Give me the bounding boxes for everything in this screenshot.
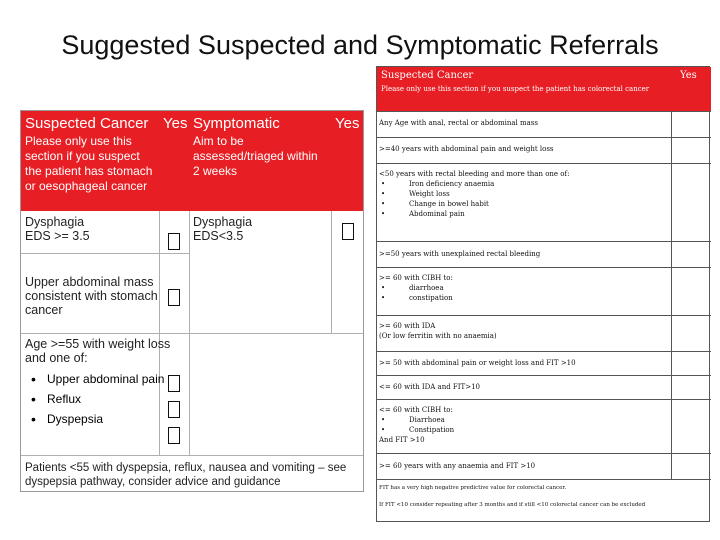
suspected-cancer-subtitle: Please only use this section if you suspect the patient has stomach or oesophageal cancer xyxy=(25,134,153,193)
yes-header-1: Yes xyxy=(159,111,189,211)
upper-gi-referral-form xyxy=(20,110,364,492)
checkbox-dyspepsia[interactable] xyxy=(168,427,180,444)
symptomatic-subtitle: Aim to be assessed/triaged within 2 weeks xyxy=(193,134,318,178)
colorectal-yes-header: Yes xyxy=(671,67,711,111)
colorectal-row: Any Age with anal, rectal or abdominal mass xyxy=(377,111,711,137)
list-item: • Upper abdominal pain xyxy=(25,369,164,389)
list-item: • Abdominal pain xyxy=(381,209,569,219)
list-item: • diarrhoea xyxy=(381,283,453,293)
suspected-cancer-header xyxy=(21,111,159,211)
colorectal-header xyxy=(377,67,671,111)
colorectal-row: <= 60 with CIBH to: • Diarrhoea • Constipation And FIT >10 xyxy=(377,399,711,453)
colorectal-row: >= 60 with IDA (Or low ferritin with no anaemia) xyxy=(377,315,711,351)
checkbox-upper-abdominal-pain[interactable] xyxy=(168,375,180,392)
colorectal-row: >=50 years with unexplained rectal bleeding xyxy=(377,241,711,267)
symptomatic-header xyxy=(189,111,331,211)
dysphagia-eds-low: Dysphagia EDS<3.5 xyxy=(193,215,253,243)
suspected-cancer-title: Suspected Cancer xyxy=(25,115,149,132)
age-weight-loss-criteria: Age >=55 with weight loss and one of: xyxy=(25,337,171,365)
list-item: • Weight loss xyxy=(381,189,569,199)
dysphagia-eds-high: Dysphagia EDS >= 3.5 xyxy=(25,215,90,243)
colorectal-row: >= 60 with CIBH to: • diarrhoea • constipation xyxy=(377,267,711,315)
colorectal-row: <= 60 with IDA and FIT>10 xyxy=(377,375,711,399)
fit-footnote: FIT has a very high negative predictive value for colorectal cancer. If FIT <10 consider repeating after 3 months and if still <10 colorectal cancer can be excluded xyxy=(377,479,711,523)
yes-header-2: Yes xyxy=(331,111,364,211)
slide-title: Suggested Suspected and Symptomatic Referrals xyxy=(61,30,659,60)
list-item: • Change in bowel habit xyxy=(381,199,569,209)
checkbox-reflux[interactable] xyxy=(168,401,180,418)
list-item: • Constipation xyxy=(381,425,454,435)
colorectal-header-subtitle: Please only use this section if you suspect the patient has colorectal cancer xyxy=(381,85,650,93)
colorectal-row: <50 years with rectal bleeding and more than one of: • Iron deficiency anaemia • Weight loss • Change in bowel habit • Abdominal pain xyxy=(377,163,711,241)
symptomatic-title: Symptomatic xyxy=(193,115,280,132)
colorectal-row: >=40 years with abdominal pain and weight loss xyxy=(377,137,711,163)
age-criteria-list xyxy=(25,369,164,429)
list-item: • constipation xyxy=(381,293,453,303)
list-item: • Dyspepsia xyxy=(25,409,164,429)
colorectal-row: >= 50 with abdominal pain or weight loss and FIT >10 xyxy=(377,351,711,375)
colorectal-row: >= 60 years with any anaemia and FIT >10 xyxy=(377,453,711,479)
list-item: • Reflux xyxy=(25,389,164,409)
dyspepsia-pathway-note: Patients <55 with dyspepsia, reflux, nausea and vomiting – see dyspepsia pathway, consider advice and guidance xyxy=(25,462,347,488)
list-item: • Iron deficiency anaemia xyxy=(381,179,569,189)
checkbox-dysphagia-symptomatic[interactable] xyxy=(342,223,354,240)
colorectal-header-title: Suspected Cancer xyxy=(381,70,474,81)
list-item: • Diarrhoea xyxy=(381,415,454,425)
colorectal-referral-form xyxy=(376,66,710,522)
checkbox-abdominal-mass[interactable] xyxy=(168,289,180,306)
upper-abdominal-mass: Upper abdominal mass consistent with stomach cancer xyxy=(25,275,158,317)
checkbox-dysphagia-suspected[interactable] xyxy=(168,233,180,250)
